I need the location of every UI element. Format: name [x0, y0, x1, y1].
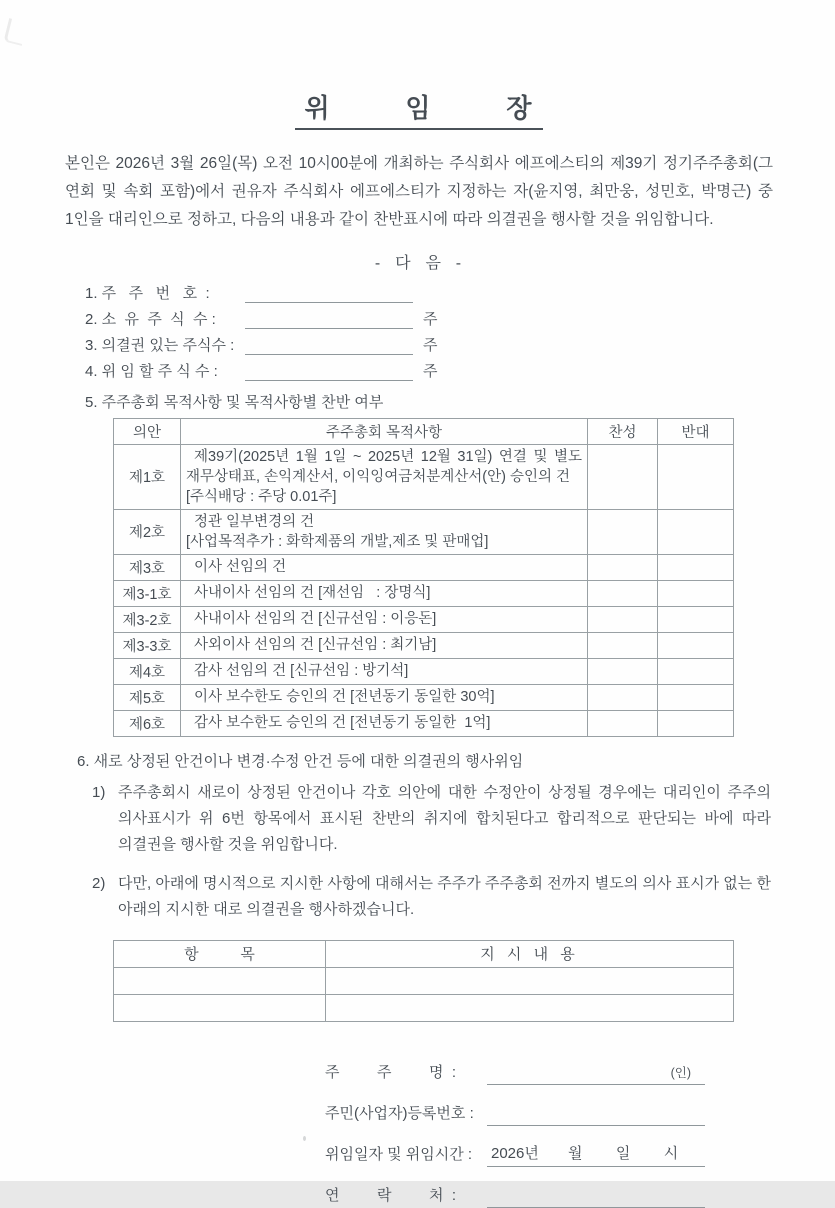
instruction-header-row [114, 940, 734, 967]
oppose-cell [658, 710, 734, 736]
agenda-text: 이사 선임의 건 [194, 559, 287, 575]
agenda-purpose [181, 554, 588, 580]
agenda-row-4 [114, 658, 734, 684]
oppose-cell [658, 509, 734, 554]
agenda-purpose [181, 509, 588, 554]
sig-value: 2026년 월 일 시 [491, 1144, 679, 1162]
shareholder-fields [85, 282, 773, 386]
agenda-no: 제5호 [114, 684, 181, 710]
agenda-purpose [181, 580, 588, 606]
sub-clause-number: 2) [92, 874, 106, 892]
agenda-text: 정관 일부변경의 건 [194, 513, 315, 530]
agenda-section-heading: 5. 주주총회 목적사항 및 목적사항별 찬반 여부 [85, 393, 384, 411]
field-label: 2. 소 유 주 식 수 : [85, 310, 216, 328]
oppose-cell [658, 632, 734, 658]
field-label: 1. 주 주 번 호 : [85, 284, 210, 302]
instruction-row [114, 994, 734, 1021]
agenda-row-3-1 [114, 580, 734, 606]
agenda-purpose [181, 658, 588, 684]
field-voting-shares [85, 334, 773, 360]
agenda-no: 제3-2호 [114, 606, 181, 632]
oppose-cell [658, 606, 734, 632]
agenda-no: 제3-3호 [114, 632, 181, 658]
agenda-text: 이사 보수한도 승인의 건 [전년동기 동일한 30억] [194, 689, 495, 705]
agenda-purpose [181, 444, 588, 509]
new-agenda-section-heading: 6. 새로 상정된 안건이나 변경·수정 안건 등에 대한 의결권의 행사위임 [77, 752, 524, 770]
sig-value [487, 1186, 491, 1203]
agenda-no: 제2호 [114, 509, 181, 554]
document-title: 위 임 장 [295, 88, 544, 130]
agenda-no: 제3-1호 [114, 580, 181, 606]
sig-label: 연 락 처 : [325, 1186, 456, 1204]
agenda-text: 사외이사 선임의 건 [신규선임 : 최기남] [194, 637, 437, 653]
oppose-cell [658, 658, 734, 684]
sub-clause-2 [92, 871, 773, 923]
sig-row-contact [325, 1167, 773, 1208]
item-cell [114, 967, 326, 994]
approve-cell [588, 632, 658, 658]
agenda-text: 사내이사 선임의 건 [재선임 : 장명식] [194, 585, 431, 601]
agenda-note: [사업목적추가 : 화학제품의 개발,제조 및 판매업] [186, 533, 489, 550]
agenda-header-row [114, 418, 734, 444]
header-instruction: 지 시 내 용 [326, 940, 734, 967]
sig-row-registration-number [325, 1085, 773, 1126]
agenda-row-2 [114, 509, 734, 554]
approve-cell [588, 554, 658, 580]
instruction-table [113, 940, 734, 1022]
approve-cell [588, 580, 658, 606]
item-cell [114, 994, 326, 1021]
fill-in-blank [245, 334, 413, 355]
agenda-text: 사내이사 선임의 건 [신규선임 : 이응돈] [194, 611, 437, 627]
sig-label: 위임일자 및 위임시간 : [325, 1145, 473, 1163]
instruction-row [114, 967, 734, 994]
field-label: 3. 의결권 있는 주식수 : [85, 336, 235, 354]
approve-cell [588, 606, 658, 632]
approve-cell [588, 444, 658, 509]
agenda-no: 제3호 [114, 554, 181, 580]
approve-cell [588, 509, 658, 554]
intro-paragraph: 본인은 2026년 3월 26일(목) 오전 10시00분에 개최하는 주식회사 에프에스티의 제39기 정기주주총회(그 연회 및 속회 포함)에서 권유자 주식회사 에프에스티가 지정하는 자(윤지영, 최만웅, 성민호, 박명근) 중 1인을 대리인으로 정하고, 다음의 내용과 같이 찬반표시에 따라 의결권을 행사할 것을 위임합니다. [65, 155, 773, 228]
field-suffix: 주 [423, 310, 438, 328]
agenda-purpose [181, 632, 588, 658]
sig-row-delegation-datetime [325, 1126, 773, 1167]
field-shareholder-number [85, 282, 773, 308]
agenda-purpose [181, 710, 588, 736]
field-suffix: 주 [423, 362, 438, 380]
sig-fill-line [487, 1143, 705, 1167]
agenda-text: 감사 선임의 건 [신규선임 : 방기석] [194, 663, 409, 679]
sig-fill-line [487, 1102, 705, 1126]
agenda-row-3-2 [114, 606, 734, 632]
header-approve: 찬성 [588, 418, 658, 444]
sig-fill-line [487, 1061, 705, 1085]
agenda-row-3-3 [114, 632, 734, 658]
scan-artifact [303, 1136, 306, 1141]
header-oppose: 반대 [658, 418, 734, 444]
agenda-no: 제4호 [114, 658, 181, 684]
header-agenda-no: 의안 [114, 418, 181, 444]
agenda-purpose [181, 606, 588, 632]
sub-clause-1 [92, 780, 773, 858]
approve-cell [588, 684, 658, 710]
agenda-row-5 [114, 684, 734, 710]
approve-cell [588, 710, 658, 736]
agenda-row-3 [114, 554, 734, 580]
agenda-text: 감사 보수한도 승인의 건 [전년동기 동일한 1억] [194, 715, 491, 731]
header-item: 항 목 [114, 940, 326, 967]
agenda-row-1 [114, 444, 734, 509]
field-suffix: 주 [423, 336, 438, 354]
sig-value [487, 1063, 491, 1080]
seal-mark: (인) [670, 1065, 691, 1080]
signature-block [325, 1044, 773, 1208]
agenda-no: 제1호 [114, 444, 181, 509]
sig-row-shareholder-name [325, 1044, 773, 1085]
oppose-cell [658, 580, 734, 606]
sig-label: 주 주 명 : [325, 1063, 456, 1081]
oppose-cell [658, 444, 734, 509]
oppose-cell [658, 684, 734, 710]
fill-in-blank [245, 308, 413, 329]
agenda-text: 제39기(2025년 1월 1일 ~ 2025년 12월 31일) 연결 및 별도 재무상태표, 손익계산서, 이익잉여금처분계산서(안) 승인의 건 [186, 448, 582, 485]
field-label: 4. 위 임 할 주 식 수 : [85, 362, 218, 380]
instruction-cell [326, 967, 734, 994]
sub-clause-text: 다만, 아래에 명시적으로 지시한 사항에 대해서는 주주가 주주총회 전까지 별도의 의사 표시가 없는 한 아래의 지시한 대로 의결권을 행사하겠습니다. [118, 874, 771, 918]
title-wrap [65, 88, 773, 130]
sig-label: 주민(사업자)등록번호 : [325, 1104, 474, 1122]
fill-in-blank [245, 282, 413, 303]
daum-divider: - 다 음 - [374, 254, 464, 272]
fill-in-blank [245, 360, 413, 381]
agenda-row-6 [114, 710, 734, 736]
agenda-note: [주식배당 : 주당 0.01주] [186, 488, 337, 505]
header-purpose: 주주총회 목적사항 [181, 418, 588, 444]
sig-fill-line [487, 1184, 705, 1208]
oppose-cell [658, 554, 734, 580]
agenda-table [113, 418, 734, 737]
field-delegated-shares [85, 360, 773, 386]
field-owned-shares [85, 308, 773, 334]
agenda-purpose [181, 684, 588, 710]
sub-clause-number: 1) [92, 783, 106, 801]
agenda-no: 제6호 [114, 710, 181, 736]
instruction-cell [326, 994, 734, 1021]
sub-clause-text: 주주총회시 새로이 상정된 안건이나 각호 의안에 대한 수정안이 상정될 경우에는 대리인이 주주의 의사표시가 위 6번 항목에서 표시된 찬반의 취지에 합치된다고 합리적으로 판단되는 바에 따라 의결권을 행사할 것을 위임합니다. [118, 783, 771, 853]
approve-cell [588, 658, 658, 684]
sig-value [487, 1104, 491, 1121]
